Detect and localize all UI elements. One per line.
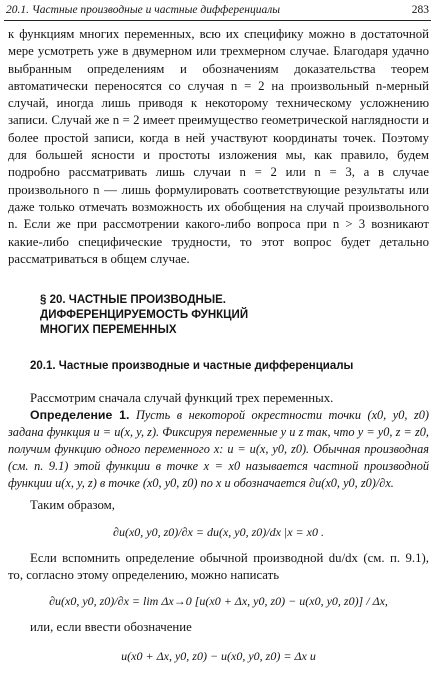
thus-paragraph: Таким образом,: [30, 498, 115, 513]
equation-partial-derivative: ∂u(x0, y0, z0)/∂x = du(x, y0, z0)/dx |x = x0 .: [113, 524, 324, 539]
header-rule: [4, 20, 431, 21]
definition-label: Определение 1.: [30, 408, 130, 423]
definition-paragraph: [8, 407, 429, 491]
section-heading-line-2: ДИФФЕРЕНЦИРУЕМОСТЬ ФУНКЦИЙ: [40, 309, 249, 322]
subsection-heading: 20.1. Частные производные и частные дифференциалы: [30, 360, 354, 373]
running-head: [6, 4, 429, 20]
section-heading-line-3: МНОГИХ ПЕРЕМЕННЫХ: [40, 324, 177, 337]
intro-paragraph: к функциям многих переменных, всю их специфику можно в достаточной мере усмотреть уже в двумерном или трехмерном случае. Благодаря удачно выбранным определениям и обозначениям доказательства теорем автоматически переносятся со случая n = 2 на произвольный n-мерный случай, иногда лишь приводя к некоторому техническому усложнению записи. Случай же n = 2 имеет преимущество геометрической наглядности и более простой записи, когда в ней участвуют координаты точек. Поэтому для большей ясности и простоты изложения мы, как правило, будем подробно рассматривать лишь случаи n = 2 или n = 3, а в случае произвольного n — лишь формулировать соответствующие результаты или даже только отмечать возможность их обобщения на случай произвольного n. Если же при рассмотрении какого-либо вопроса при n > 3 возникают какие-либо специфические трудности, то этот вопрос будет детально рассматриваться в общем случае.: [8, 27, 429, 266]
lead-paragraph: Рассмотрим сначала случай функций трех переменных.: [30, 391, 334, 406]
equation-increment-notation: u(x0 + Δx, y0, z0) − u(x0, y0, z0) = Δx u: [121, 648, 316, 663]
page-number: 283: [411, 4, 429, 16]
section-heading: [40, 293, 429, 338]
section-heading-line-1: § 20. ЧАСТНЫЕ ПРОИЗВОДНЫЕ.: [40, 294, 226, 307]
running-head-title: 20.1. Частные производные и частные дифференциалы: [6, 4, 281, 16]
page-body: [8, 26, 429, 674]
recall-paragraph: Если вспомнить определение обычной производной du/dx (см. п. 9.1), то, согласно этому определению, можно написать: [8, 550, 429, 583]
definition-text: Пусть в некоторой окрестности точки (x0, y0, z0) задана функция u = u(x, y, z). Фиксируя переменные y и z так, что y = y0, z = z0, получим функцию одного переменного x: u = u(x, y0, z0). Обычная производная (см. п. 9.1) этой функции в точке x = x0 называется частной производной функции u(x, y, z) в точке (x0, y0, z0) по x и обозначается ∂u(x0, y0, z0)/∂x.: [8, 408, 429, 490]
or-paragraph: или, если ввести обозначение: [30, 620, 192, 635]
equation-limit-definition: ∂u(x0, y0, z0)/∂x = lim Δx→0 [u(x0 + Δx, y0, z0) − u(x0, y0, z0)] / Δx,: [49, 594, 388, 609]
